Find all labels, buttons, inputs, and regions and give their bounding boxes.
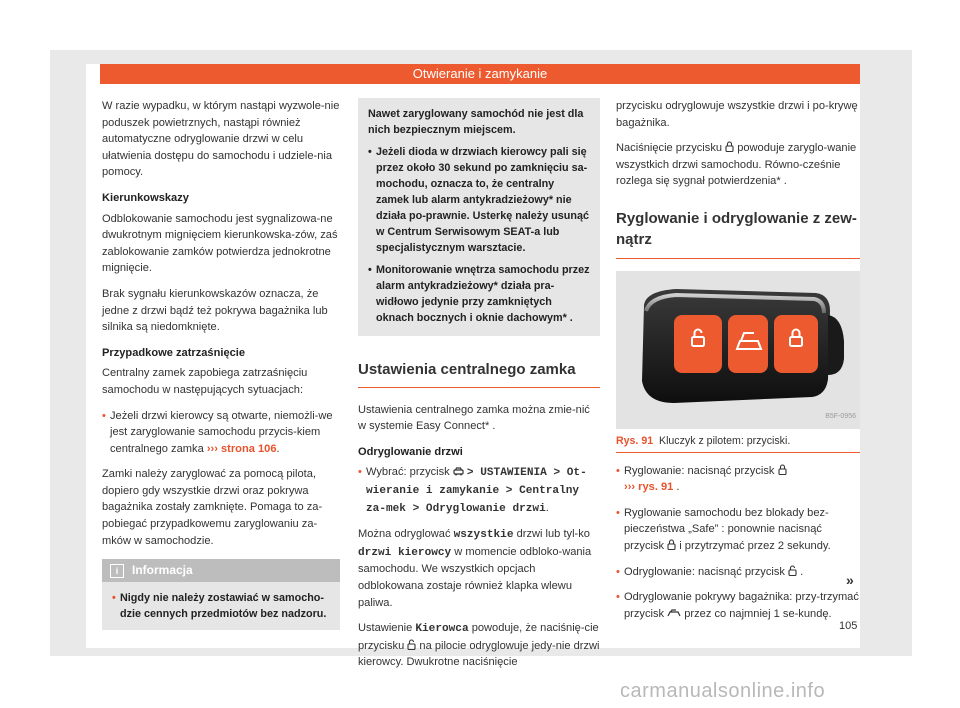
key-blade-housing [828, 315, 844, 375]
paragraph-driver-setting [358, 620, 600, 671]
info-title: Informacja [132, 563, 193, 578]
continue-arrow: » [846, 572, 854, 588]
paragraph-central-lock: Centralny zamek zapobiega zatrzaśnięciu samochodu w następujących sytuacjach: [102, 367, 308, 396]
lock-icon [778, 464, 787, 475]
column-2 [358, 98, 600, 680]
unlock-icon [407, 639, 416, 650]
page-number: 105 [839, 620, 858, 632]
chapter-header: Otwieranie i zamykanie [100, 64, 860, 84]
key-fob-figure [616, 271, 860, 429]
text-c: w momencie odbloko-wania samochodu. We wszystkich opcjach odblokowana zostaje również klapka wlewu paliwa. [358, 545, 592, 609]
text-d: Ustawienie [358, 622, 416, 635]
unlock-icon [788, 565, 797, 576]
heading-przypadkowe: Przypadkowe zatrzaśnięcie [102, 346, 246, 359]
text-n: . [797, 565, 804, 578]
bullet-driver-door [102, 408, 340, 458]
text-o: Odryglowanie pokrywy bagażnika: przy-trzymać przycisk [624, 591, 859, 620]
figure-code: B5F-0956 [825, 413, 856, 421]
bullet-trunk [616, 589, 860, 622]
bullet-lock [616, 463, 860, 496]
key-fob-illustration [616, 271, 860, 429]
text-l: i przytrzymać przez 2 sekundy. [676, 539, 831, 552]
bullet-menu-path [358, 464, 600, 517]
paragraph-no-signal: Brak sygnału kierunkowskazów oznacza, że jedne z drzwi bądź też pokrywa bagażnika lub silnika są niedomknięte. [102, 287, 328, 334]
info-box-header [102, 559, 340, 582]
text-m: Odryglowanie: nacisnąć przycisk [624, 565, 789, 578]
section-title-central-lock: Ustawienia centralnego zamka [358, 356, 600, 388]
info-icon: i [110, 564, 124, 578]
paragraph-easy-connect: Ustawienia centralnego zamka można zmie-nić w systemie Easy Connect* . [358, 403, 590, 433]
bullet-end: . [276, 442, 280, 455]
figure-label: Rys. 91 [616, 434, 654, 447]
lock-icon [725, 141, 734, 152]
paragraph-remote-lock: Zamki należy zaryglować za pomocą pilota, dopiero gdy wszystkie drzwi oraz pokrywa bagażnika zostały zamknięte. Pomaga to za-pobiegać przypadkowemu zaryglowaniu za-mków w samochodzie. [102, 468, 323, 547]
paragraph-lock-press [616, 140, 860, 190]
remote-unlock-button [674, 315, 722, 373]
figure-caption-text: Kluczyk z pilotem: przyciski. [659, 434, 791, 447]
watermark: carmanualsonline.info [620, 680, 826, 702]
paragraph-airbag: W razie wypadku, w którym nastąpi wyzwole-nie poduszek powietrznych, nastąpi również automatyczne odryglowanie drzwi w celu ułatwienia dostępu do samochodu i udziele-nia pomocy. [102, 100, 340, 179]
option-wszystkie: wszystkie [453, 529, 514, 542]
heading-odryglowanie: Odryglowanie drzwi [358, 445, 463, 458]
text-k: Ryglowanie samochodu bez blokady bez-pieczeństwa „Safe” : ponownie nacisnąć przycisk [624, 506, 829, 552]
figure-91-link[interactable]: ››› rys. 91 [624, 481, 674, 494]
bullet-text: Jeżeli drzwi kierowcy są otwarte, niemożli-we jest zaryglowanie samochodu przycis-kiem centralnego zamka [110, 409, 333, 455]
menu-path-pre: Wybrać: przycisk [366, 466, 453, 479]
paragraph-unlock-options [358, 526, 600, 611]
info-box [102, 559, 340, 630]
paragraph-double-press: przycisku odryglowuje wszystkie drzwi i po-krywę bagażnika. [616, 100, 858, 129]
warning-intro: Nawet zaryglowany samochód nie jest dla nich bezpiecznym miejscem. [368, 108, 584, 136]
text-h: powoduje zaryglo-wanie wszystkich drzwi samochodu. Równo-cześnie rozlega się sygnał potwierdzenia* . [616, 142, 857, 188]
column-1 [102, 98, 340, 630]
warning-bullet-led: • Jeżeli dioda w drzwiach kierowcy pali się przez około 30 sekund po zamknięciu sa-mochodu, oznacza to, że centralny zamek lub alarm antykradzieżowy* nie działa po-prawnie. Usterkę należy usunąć w Centrum Serwisowym SEAT-a lub specjalistycznym warsztacie. [368, 144, 590, 256]
text-i: Ryglowanie: nacisnąć przycisk [624, 464, 778, 477]
info-box-body [102, 582, 340, 630]
text-f: na pilocie odryglowuje jedy-nie drzwi kierowcy. Dwukrotne naciśnięcie [358, 639, 600, 669]
column-3 [616, 98, 860, 631]
remote-lock-button [774, 315, 818, 373]
figure-caption [616, 433, 860, 453]
car-menu-icon [453, 467, 464, 476]
text-a: Można odryglować [358, 528, 454, 541]
page-106-link[interactable]: ››› strona 106 [206, 442, 277, 455]
heading-kierunkowskazy: Kierunkowskazy [102, 191, 189, 204]
info-bullet: • Nigdy nie należy zostawiać w samocho-dzie cennych przedmiotów bez nadzoru. [112, 590, 330, 622]
text-j: . [673, 481, 680, 494]
text-g: Naciśnięcie przycisku [616, 142, 726, 155]
option-drzwi-kierowcy: drzwi kierowcy [358, 546, 452, 559]
paragraph-indicators: Odblokowanie samochodu jest sygnalizowa-ne dwukrotnym mignięciem kierunkowska-zów, zaś zablokowanie zamków potwierdza jednokrotne mignięcie. [102, 212, 338, 275]
remote-trunk-button [728, 315, 768, 373]
section-title-external: Ryglowanie i odryglowanie z zew-nątrz [616, 204, 860, 259]
text-p: przez co najmniej 1 se-kundę. [681, 607, 832, 620]
text-e: powoduje, że naciśnię-cie przycisku [358, 622, 599, 652]
bullet-unlock [616, 564, 860, 581]
warning-box [358, 98, 600, 336]
trunk-icon [667, 609, 681, 618]
warning-bullet-monitoring: • Monitorowanie wnętrza samochodu przez alarm antykradzieżowy* działa pra-widłowo jedynie przy zamkniętych oknach bocznych i oknie dachowym* . [368, 262, 590, 326]
menu-path: > USTAWIENIA > Ot-wieranie i zamykanie > Centralny za-mek > Odryglowanie drzwi [366, 467, 587, 515]
bullet-safe [616, 505, 860, 555]
option-kierowca: Kierowca [415, 623, 469, 636]
text-b: drzwi lub tyl-ko [513, 528, 590, 541]
menu-path-end: . [545, 501, 549, 514]
lock-icon [667, 539, 676, 550]
